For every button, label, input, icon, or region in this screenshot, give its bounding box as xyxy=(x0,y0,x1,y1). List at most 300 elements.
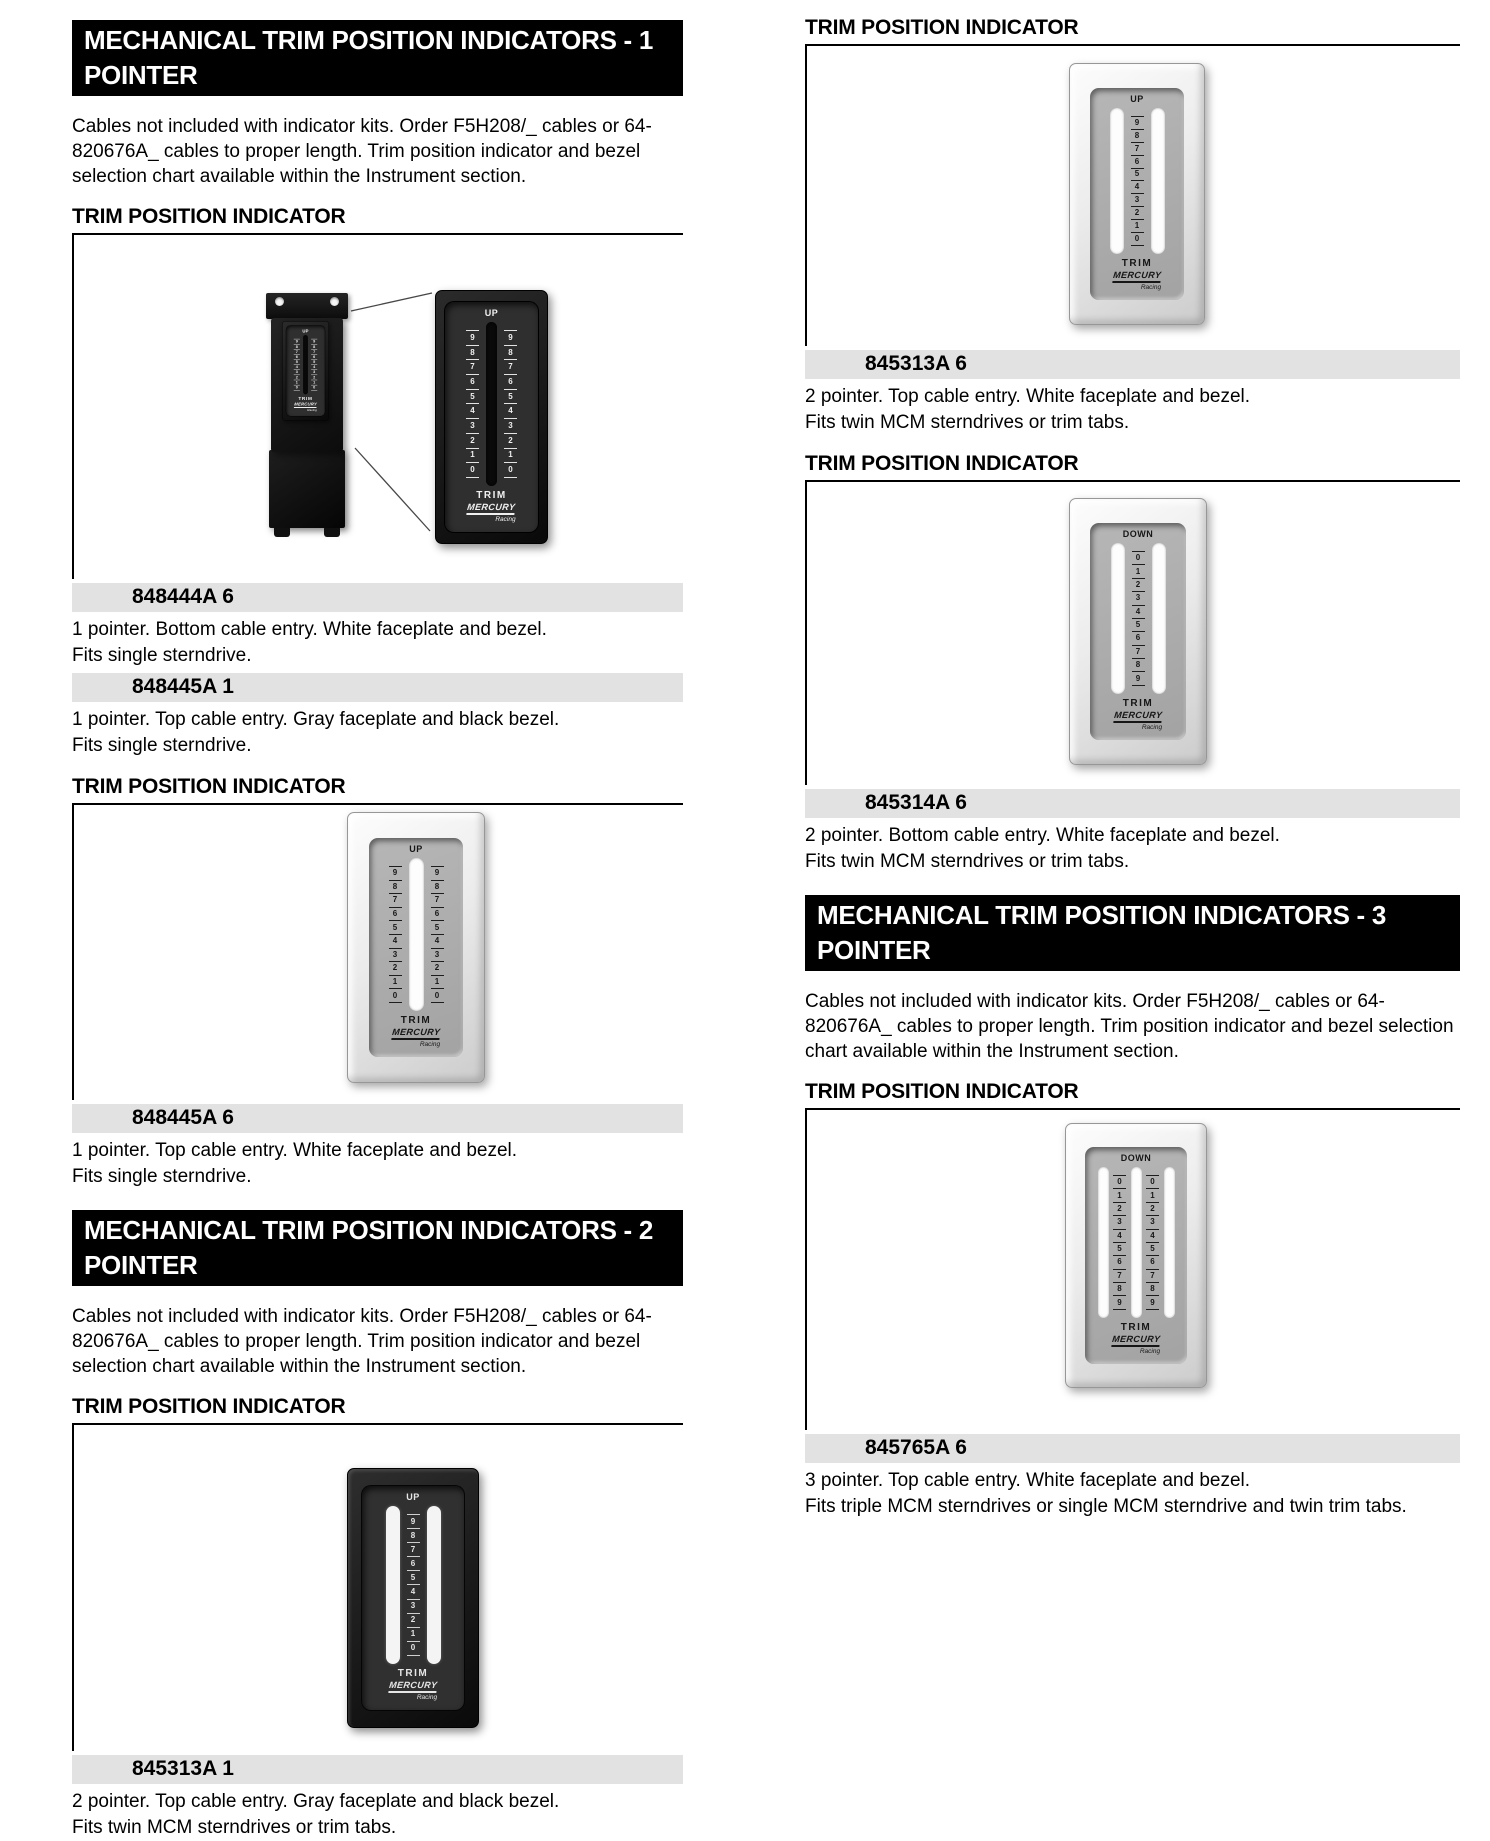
gauge-tick xyxy=(407,1613,420,1614)
gauge-tick xyxy=(1113,1269,1126,1270)
gauge-scale-number: 0 xyxy=(508,466,512,474)
gauge-scale-number: 7 xyxy=(1135,145,1139,153)
trim-indicator-gauge xyxy=(435,290,548,544)
racing-wordmark: Racing xyxy=(294,408,317,411)
part-fits-note: Fits single sterndrive. xyxy=(72,643,683,669)
gauge-scale-number: 1 xyxy=(393,978,397,986)
gauge-scale-number: 4 xyxy=(470,407,474,415)
section-intro-2-pointer: Cables not included with indicator kits. Order F5H208/_ cables or 64-820676A_ cables to proper length. Trim position indicator and bezel selection chart available within the Instrument section. xyxy=(72,1304,683,1379)
gauge-tick xyxy=(1131,245,1144,246)
part-number-bar xyxy=(805,1434,1460,1463)
gauge-scale-number: 9 xyxy=(296,340,298,344)
gauge-scale-number: 2 xyxy=(1150,1205,1154,1213)
left-column xyxy=(72,0,683,1841)
gauge-scale-number: 9 xyxy=(470,334,474,342)
gauge-tick xyxy=(407,1570,420,1571)
gauge-tick xyxy=(1113,1295,1126,1296)
part-number-bar xyxy=(72,1755,683,1784)
product-photo-box xyxy=(805,482,1460,785)
gauge-scale-number: 1 xyxy=(508,451,512,459)
gauge-tick xyxy=(389,907,402,908)
mercury-wordmark: MERCURY xyxy=(1113,710,1163,723)
gauge-tick xyxy=(389,975,402,976)
gauge-scale-number: 7 xyxy=(1150,1272,1154,1280)
gauge-trim-label: TRIM xyxy=(1123,698,1153,709)
mercury-racing-logo xyxy=(467,502,515,523)
product-block-845765A6 xyxy=(805,1080,1460,1520)
gauge-scale-number: 6 xyxy=(1117,1258,1121,1266)
gauge-scale-number: 8 xyxy=(1135,132,1139,140)
gauge-scale-number: 9 xyxy=(313,340,315,344)
gauge-tick xyxy=(1132,578,1145,579)
gauge-trim-label: TRIM xyxy=(398,1668,428,1679)
gauge-tick xyxy=(504,389,517,390)
gauge-tick xyxy=(1131,180,1144,181)
gauge-tick xyxy=(1113,1255,1126,1256)
gauge-tick xyxy=(1113,1175,1126,1176)
gauge-tick xyxy=(1146,1215,1159,1216)
gauge-scale-number: 5 xyxy=(411,1574,415,1582)
gauge-tick xyxy=(431,988,444,989)
mercury-racing-logo xyxy=(294,402,317,412)
gauge-trim-label: TRIM xyxy=(298,396,312,401)
gauge-tick xyxy=(504,477,517,478)
gauge-scale-number: 9 xyxy=(393,869,397,877)
gauge-scale-number: 3 xyxy=(1136,594,1140,602)
gauge-tick xyxy=(1131,232,1144,233)
gauge-tick xyxy=(1132,618,1145,619)
gauge-pointer-slot xyxy=(1164,1167,1175,1318)
product-block-845313A1 xyxy=(72,1395,683,1841)
gauge-pointer-slot xyxy=(1131,1167,1142,1318)
gauge-scale-number: 1 xyxy=(435,978,439,986)
gauge-scale-number: 6 xyxy=(1135,158,1139,166)
gauge-tick xyxy=(1113,1188,1126,1189)
gauge-number-ladder xyxy=(387,858,404,1011)
gauge-scale-number: 3 xyxy=(1150,1218,1154,1226)
gauge-tick xyxy=(466,403,479,404)
gauge-tick xyxy=(1131,168,1144,169)
gauge-scale-number: 7 xyxy=(470,363,474,371)
gauge-tick xyxy=(466,433,479,434)
section-intro-3-pointer: Cables not included with indicator kits. Order F5H208/_ cables or 64-820676A_ cables to proper length. Trim position indicator and bezel selection chart available within the Instrument section. xyxy=(805,989,1460,1064)
section-title-2-pointer: MECHANICAL TRIM POSITION INDICATORS - 2 POINTER xyxy=(72,1210,683,1286)
gauge-trim-label: TRIM xyxy=(1121,1322,1151,1333)
gauge-pointer-slot xyxy=(1111,543,1125,694)
product-photo-box xyxy=(805,1110,1460,1430)
gauge-tick xyxy=(431,961,444,962)
mounting-hole xyxy=(330,297,339,306)
indicator-mini-face xyxy=(282,321,329,421)
gauge-tick xyxy=(1146,1202,1159,1203)
gauge-pointer-slot xyxy=(1151,108,1165,254)
gauge-number-ladder xyxy=(405,1506,422,1664)
product-heading: TRIM POSITION INDICATOR xyxy=(72,775,683,805)
gauge-scale-number: 0 xyxy=(296,386,298,390)
gauge-tick xyxy=(431,866,444,867)
gauge-scale-number: 4 xyxy=(393,937,397,945)
part-description: 2 pointer. Top cable entry. Gray faceplate and black bezel. xyxy=(72,1789,683,1815)
section-title-1-pointer: MECHANICAL TRIM POSITION INDICATORS - 1 POINTER xyxy=(72,20,683,96)
gauge-scale-number: 8 xyxy=(296,345,298,349)
product-block-848444 xyxy=(72,205,683,759)
gauge-pointer-slot xyxy=(1110,108,1124,254)
cable-entry-housing xyxy=(269,450,345,528)
gauge-scale-number: 1 xyxy=(1136,568,1140,576)
gauge-scale-number: 7 xyxy=(1117,1272,1121,1280)
gauge-scale-number: 4 xyxy=(411,1588,415,1596)
part-fits-note: Fits twin MCM sterndrives or trim tabs. xyxy=(72,1815,683,1841)
mercury-wordmark: MERCURY xyxy=(388,1680,438,1693)
trim-indicator-gauge xyxy=(1065,1123,1207,1388)
gauge-trim-label: TRIM xyxy=(1122,258,1152,269)
gauge-tick xyxy=(504,462,517,463)
gauge-direction-label: UP xyxy=(485,308,499,318)
gauge-number-ladder xyxy=(1113,1167,1127,1318)
gauge-scale-number: 0 xyxy=(411,1644,415,1652)
gauge-scale-number: 3 xyxy=(393,951,397,959)
part-description: 1 pointer. Bottom cable entry. White faceplate and bezel. xyxy=(72,617,683,643)
gauge-faceplate xyxy=(362,1486,464,1710)
gauge-pointer-slot xyxy=(303,335,308,394)
indicator-photo xyxy=(1069,63,1205,325)
gauge-tick xyxy=(504,359,517,360)
gauge-faceplate xyxy=(1090,523,1186,740)
right-column xyxy=(805,0,1460,1520)
gauge-direction-label: UP xyxy=(409,844,423,854)
gauge-tick xyxy=(466,389,479,390)
gauge-scale-number: 0 xyxy=(435,992,439,1000)
gauge-tick xyxy=(504,418,517,419)
gauge-tick xyxy=(466,374,479,375)
gauge-tick xyxy=(1131,206,1144,207)
gauge-scale-number: 2 xyxy=(1135,209,1139,217)
gauge-tick xyxy=(1131,129,1144,130)
mercury-racing-logo xyxy=(1113,270,1161,291)
part-description: 2 pointer. Top cable entry. White faceplate and bezel. xyxy=(805,384,1460,410)
gauge-tick xyxy=(1131,142,1144,143)
gauge-tick xyxy=(1132,551,1145,552)
part-number-bar xyxy=(805,789,1460,818)
gauge-number-ladder xyxy=(293,335,301,394)
gauge-scale-number: 1 xyxy=(1135,222,1139,230)
gauge-direction-label: UP xyxy=(1130,94,1144,104)
gauge-pointer-slot xyxy=(427,1506,441,1664)
gauge-scale-number: 6 xyxy=(470,378,474,386)
gauge-scale-number: 2 xyxy=(411,1616,415,1624)
gauge-scale-number: 2 xyxy=(508,437,512,445)
gauge-pointer-slot xyxy=(386,1506,400,1664)
product-photo-box xyxy=(72,805,683,1100)
gauge-tick xyxy=(407,1584,420,1585)
product-photo-box xyxy=(72,1425,683,1751)
gauge-tick xyxy=(1132,591,1145,592)
indicator-body xyxy=(271,318,343,452)
product-photo-box xyxy=(805,46,1460,346)
gauge-tick xyxy=(1146,1269,1159,1270)
gauge-tick xyxy=(504,345,517,346)
mercury-wordmark: MERCURY xyxy=(1112,270,1162,283)
gauge-tick xyxy=(504,330,517,331)
gauge-scale-number: 2 xyxy=(435,964,439,972)
gauge-scale-number: 7 xyxy=(296,350,298,354)
gauge-scale-number: 5 xyxy=(296,360,298,364)
mercury-racing-logo xyxy=(1114,710,1162,731)
gauge-tick xyxy=(389,948,402,949)
gauge-tick xyxy=(466,359,479,360)
part-number-bar xyxy=(72,1104,683,1133)
trim-indicator-gauge xyxy=(347,1468,479,1728)
part-fits-note: Fits twin MCM sterndrives or trim tabs. xyxy=(805,849,1460,875)
gauge-scale xyxy=(1090,104,1184,257)
gauge-tick xyxy=(1113,1242,1126,1243)
gauge-tick xyxy=(431,893,444,894)
racing-wordmark: Racing xyxy=(467,516,515,523)
gauge-scale-number: 4 xyxy=(1117,1232,1121,1240)
gauge-tick xyxy=(389,934,402,935)
gauge-scale-number: 9 xyxy=(1150,1299,1154,1307)
gauge-scale-number: 9 xyxy=(1135,119,1139,127)
gauge-direction-label: DOWN xyxy=(1123,529,1154,539)
gauge-scale-number: 1 xyxy=(1150,1192,1154,1200)
gauge-scale-number: 5 xyxy=(1135,170,1139,178)
gauge-scale-number: 7 xyxy=(508,363,512,371)
gauge-number-ladder xyxy=(1129,108,1146,254)
gauge-tick xyxy=(1113,1309,1126,1310)
gauge-scale xyxy=(369,854,463,1014)
gauge-direction-label: UP xyxy=(302,329,308,334)
gauge-scale-number: 4 xyxy=(1150,1232,1154,1240)
gauge-scale-number: 8 xyxy=(1117,1285,1121,1293)
gauge-scale-number: 4 xyxy=(1135,183,1139,191)
gauge-tick xyxy=(1132,631,1145,632)
gauge-scale xyxy=(362,1502,464,1667)
gauge-tick xyxy=(466,418,479,419)
mercury-racing-logo xyxy=(392,1027,440,1048)
gauge-scale-number: 1 xyxy=(411,1630,415,1638)
gauge-scale-number: 6 xyxy=(296,355,298,359)
part-description: 1 pointer. Top cable entry. White faceplate and bezel. xyxy=(72,1138,683,1164)
gauge-tick xyxy=(407,1542,420,1543)
gauge-scale-number: 8 xyxy=(470,349,474,357)
gauge-tick xyxy=(1146,1175,1159,1176)
gauge-scale-number: 3 xyxy=(313,370,315,374)
gauge-scale-number: 1 xyxy=(296,381,298,385)
part-number: 845313A 6 xyxy=(865,352,967,375)
gauge-scale-number: 3 xyxy=(470,422,474,430)
trim-indicator-gauge xyxy=(1069,498,1207,765)
gauge-tick xyxy=(1131,219,1144,220)
gauge-scale xyxy=(1085,1163,1187,1321)
gauge-scale-number: 1 xyxy=(470,451,474,459)
part-number-bar xyxy=(805,350,1460,379)
gauge-scale-number: 6 xyxy=(508,378,512,386)
trim-indicator-gauge xyxy=(347,812,485,1083)
gauge-tick xyxy=(431,948,444,949)
gauge-tick xyxy=(1146,1295,1159,1296)
racing-wordmark: Racing xyxy=(1114,724,1162,731)
gauge-scale-number: 5 xyxy=(435,924,439,932)
gauge-tick xyxy=(466,345,479,346)
indicator-photo xyxy=(347,1468,479,1728)
gauge-scale-number: 0 xyxy=(470,466,474,474)
gauge-scale-number: 0 xyxy=(393,992,397,1000)
gauge-scale-number: 4 xyxy=(435,937,439,945)
part-fits-note: Fits single sterndrive. xyxy=(72,733,683,759)
gauge-tick xyxy=(504,448,517,449)
gauge-tick xyxy=(1146,1255,1159,1256)
mercury-wordmark: MERCURY xyxy=(1111,1334,1161,1347)
mounting-hole xyxy=(275,297,284,306)
gauge-scale-number: 9 xyxy=(411,1518,415,1526)
gauge-scale-number: 5 xyxy=(1117,1245,1121,1253)
gauge-tick xyxy=(407,1528,420,1529)
gauge-scale-number: 6 xyxy=(393,910,397,918)
racing-wordmark: Racing xyxy=(392,1041,440,1048)
product-heading: TRIM POSITION INDICATOR xyxy=(805,16,1460,46)
gauge-scale-number: 4 xyxy=(313,365,315,369)
gauge-tick xyxy=(1132,605,1145,606)
leader-lines xyxy=(74,235,683,579)
gauge-scale-number: 8 xyxy=(508,349,512,357)
part-number: 845314A 6 xyxy=(865,791,967,814)
gauge-tick xyxy=(1146,1188,1159,1189)
gauge-scale-number: 9 xyxy=(508,334,512,342)
product-heading: TRIM POSITION INDICATOR xyxy=(805,452,1460,482)
gauge-scale-number: 8 xyxy=(1150,1285,1154,1293)
gauge-number-ladder xyxy=(464,322,481,486)
gauge-tick xyxy=(407,1556,420,1557)
gauge-scale-number: 0 xyxy=(1136,554,1140,562)
gauge-number-ladder xyxy=(1130,543,1147,694)
gauge-tick xyxy=(1132,645,1145,646)
gauge-scale-number: 0 xyxy=(1150,1178,1154,1186)
product-block-845313A6 xyxy=(805,16,1460,436)
gauge-scale-number: 3 xyxy=(1117,1218,1121,1226)
gauge-scale-number: 5 xyxy=(1136,621,1140,629)
gauge-scale-number: 3 xyxy=(508,422,512,430)
gauge-scale-number: 6 xyxy=(1136,634,1140,642)
section-title-3-pointer: MECHANICAL TRIM POSITION INDICATORS - 3 POINTER xyxy=(805,895,1460,971)
product-heading: TRIM POSITION INDICATOR xyxy=(72,1395,683,1425)
gauge-scale-number: 0 xyxy=(313,386,315,390)
gauge-tick xyxy=(1146,1282,1159,1283)
gauge-scale-number: 3 xyxy=(435,951,439,959)
gauge-tick xyxy=(1113,1282,1126,1283)
gauge-tick xyxy=(389,1002,402,1003)
gauge-scale-number: 9 xyxy=(1117,1299,1121,1307)
gauge-pointer-slot xyxy=(1098,1167,1109,1318)
gauge-tick xyxy=(431,934,444,935)
racing-wordmark: Racing xyxy=(1112,1348,1160,1355)
gauge-faceplate xyxy=(1090,88,1184,300)
part-number: 848445A 6 xyxy=(132,1106,234,1129)
gauge-tick xyxy=(504,433,517,434)
gauge-tick xyxy=(1146,1242,1159,1243)
gauge-tick xyxy=(431,1002,444,1003)
gauge-scale-number: 6 xyxy=(1150,1258,1154,1266)
racing-wordmark: Racing xyxy=(1113,284,1161,291)
gauge-tick xyxy=(431,920,444,921)
gauge-tick xyxy=(1132,658,1145,659)
gauge-scale-number: 5 xyxy=(313,360,315,364)
gauge-scale-number: 6 xyxy=(411,1560,415,1568)
gauge-scale xyxy=(1090,539,1186,697)
gauge-scale-number: 2 xyxy=(1117,1205,1121,1213)
gauge-scale-number: 5 xyxy=(1150,1245,1154,1253)
gauge-tick xyxy=(389,880,402,881)
mercury-racing-logo xyxy=(1112,1334,1160,1355)
gauge-scale-number: 1 xyxy=(313,381,315,385)
part-description: 2 pointer. Bottom cable entry. White faceplate and bezel. xyxy=(805,823,1460,849)
gauge-tick xyxy=(1146,1309,1159,1310)
gauge-tick xyxy=(389,866,402,867)
gauge-tick xyxy=(389,920,402,921)
indicator-photo xyxy=(1065,1123,1207,1388)
gauge-scale-number: 9 xyxy=(435,869,439,877)
gauge-tick xyxy=(407,1514,420,1515)
gauge-scale-number: 6 xyxy=(435,910,439,918)
racing-wordmark: Racing xyxy=(389,1694,437,1701)
gauge-scale-number: 0 xyxy=(1117,1178,1121,1186)
indicator-photo xyxy=(1069,498,1207,765)
product-block-848445A6 xyxy=(72,775,683,1190)
gauge-scale-number: 1 xyxy=(1117,1192,1121,1200)
gauge-scale-number: 2 xyxy=(296,376,298,380)
gauge-scale-number: 2 xyxy=(470,437,474,445)
gauge-scale xyxy=(286,333,325,396)
gauge-scale-number: 5 xyxy=(393,924,397,932)
part-fits-note: Fits twin MCM sterndrives or trim tabs. xyxy=(805,410,1460,436)
gauge-faceplate xyxy=(445,302,538,532)
gauge-scale-number: 7 xyxy=(1136,648,1140,656)
mercury-wordmark: MERCURY xyxy=(391,1027,441,1040)
gauge-scale-number: 8 xyxy=(393,883,397,891)
part-number: 845313A 1 xyxy=(132,1757,234,1780)
gauge-tick xyxy=(1131,116,1144,117)
gauge-tick xyxy=(431,880,444,881)
part-number: 848444A 6 xyxy=(132,585,234,608)
gauge-tick xyxy=(431,975,444,976)
gauge-number-ladder xyxy=(310,335,318,394)
gauge-scale-number: 7 xyxy=(313,350,315,354)
gauge-scale-number: 8 xyxy=(313,345,315,349)
gauge-scale-number: 7 xyxy=(411,1546,415,1554)
trim-indicator-gauge xyxy=(282,321,329,421)
gauge-tick xyxy=(407,1641,420,1642)
part-description: 3 pointer. Top cable entry. White faceplate and bezel. xyxy=(805,1468,1460,1494)
gauge-tick xyxy=(407,1655,420,1656)
gauge-scale-number: 4 xyxy=(296,365,298,369)
gauge-number-ladder xyxy=(1146,1167,1160,1318)
gauge-direction-label: UP xyxy=(406,1492,420,1502)
gauge-scale-number: 7 xyxy=(393,896,397,904)
gauge-scale-number: 9 xyxy=(1136,675,1140,683)
gauge-tick xyxy=(504,403,517,404)
gauge-tick xyxy=(466,462,479,463)
gauge-tick xyxy=(466,477,479,478)
part-number: 848445A 1 xyxy=(132,675,234,698)
gauge-scale-number: 2 xyxy=(313,376,315,380)
mounting-flange xyxy=(266,293,348,319)
gauge-scale-number: 6 xyxy=(313,355,315,359)
product-heading: TRIM POSITION INDICATOR xyxy=(72,205,683,235)
gauge-tick xyxy=(407,1599,420,1600)
gauge-scale-number: 7 xyxy=(435,896,439,904)
gauge-tick xyxy=(1113,1202,1126,1203)
part-number: 845765A 6 xyxy=(865,1436,967,1459)
gauge-scale-number: 8 xyxy=(1136,661,1140,669)
